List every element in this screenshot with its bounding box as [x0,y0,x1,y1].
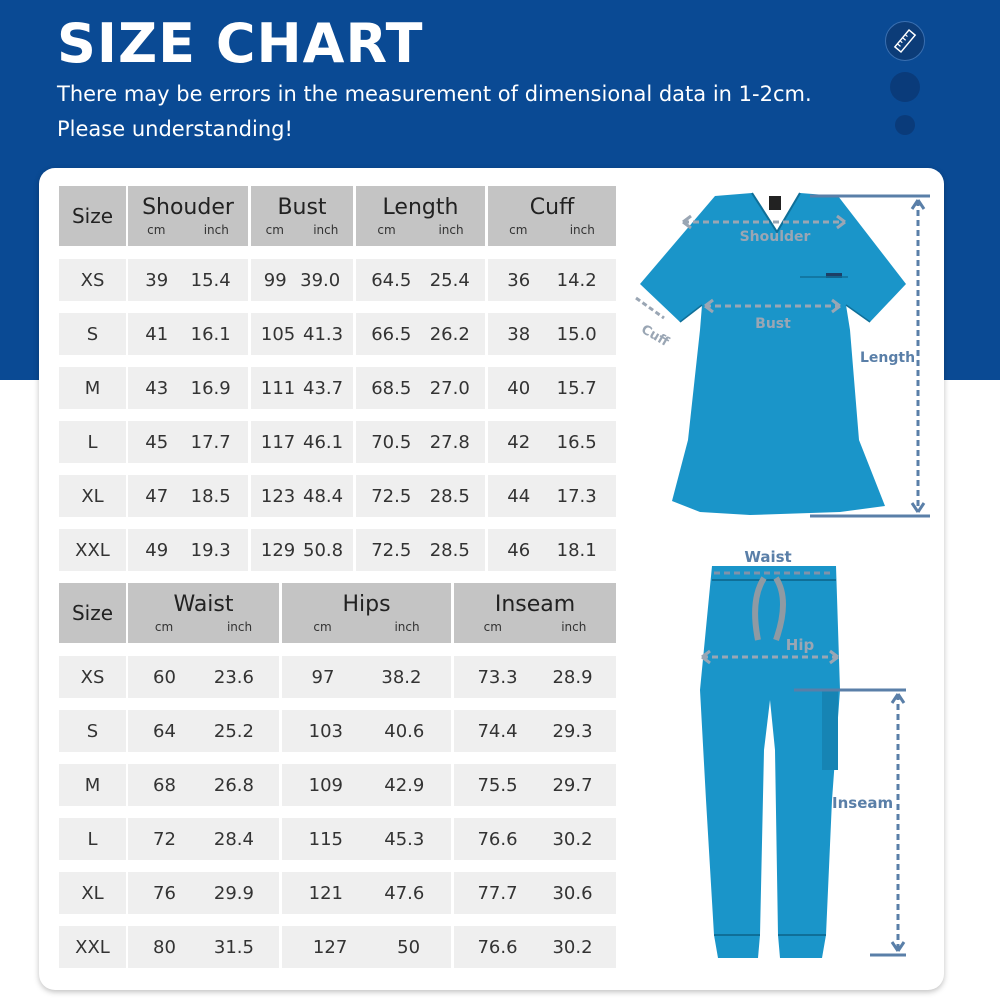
value-cell [488,259,616,301]
column-name: Shouder [142,195,234,220]
inch-value: 29.9 [213,882,254,904]
decorative-dot [895,115,915,135]
inch-value: 43.7 [303,377,344,399]
inch-value: 16.9 [190,377,231,399]
inch-value: 48.4 [303,485,344,507]
column-header [128,583,279,643]
value-cell [282,764,451,806]
size-cell: XL [59,872,126,914]
inch-value: 16.5 [556,431,597,453]
unit-cm: cm [265,223,284,237]
size-cell: XXL [59,926,126,968]
cm-value: 68 [153,774,176,796]
column-name: Bust [277,195,327,220]
unit-inch: inch [394,620,420,634]
inch-value: 29.7 [552,774,593,796]
cm-value: 121 [308,882,343,904]
size-cell: L [59,421,126,463]
column-header [128,186,248,246]
size-cell: M [59,367,126,409]
inch-value: 28.4 [213,828,254,850]
value-cell [128,710,279,752]
value-cell [488,475,616,517]
unit-row [282,620,451,634]
unit-cm: cm [483,620,502,634]
unit-row [488,223,616,237]
value-cell [128,529,248,571]
value-cell [128,259,248,301]
unit-cm: cm [147,223,166,237]
inch-value: 45.3 [384,828,425,850]
cm-value: 103 [308,720,343,742]
value-cell [282,656,451,698]
cm-value: 77.7 [477,882,518,904]
column-name: Hips [342,592,391,617]
cm-value: 40 [507,377,531,399]
inch-value: 27.0 [429,377,470,399]
cm-value: 72.5 [371,485,412,507]
inch-value: 27.8 [429,431,470,453]
value-cell [488,313,616,355]
size-cell: XS [59,656,126,698]
column-name: Length [382,195,459,220]
inch-value: 14.2 [556,269,597,291]
value-cell [128,367,248,409]
scrub-top-diagram [620,185,940,525]
value-cell [356,367,485,409]
cm-value: 70.5 [371,431,412,453]
inch-value: 23.6 [213,666,254,688]
inch-value: 31.5 [213,936,254,958]
page-title: SIZE CHART [57,12,424,75]
unit-row [356,223,485,237]
inch-value: 28.5 [429,539,470,561]
unit-row [128,620,279,634]
cargo-pocket [822,690,838,770]
value-cell [128,926,279,968]
disclaimer-line-1: There may be errors in the measurement of dimensional data in 1-2cm. [57,82,812,106]
size-cell: XS [59,259,126,301]
unit-cm: cm [377,223,396,237]
inch-value: 28.5 [429,485,470,507]
value-cell [454,656,616,698]
value-cell [251,367,353,409]
cm-value: 64 [153,720,176,742]
column-header [454,583,616,643]
value-cell [282,818,451,860]
inch-value: 25.4 [429,269,470,291]
inch-value: 19.3 [190,539,231,561]
column-header [356,186,485,246]
inch-value: 29.3 [552,720,593,742]
unit-inch: inch [569,223,595,237]
bust-label: Bust [755,316,791,332]
column-header [251,186,353,246]
inch-value: 39.0 [300,269,341,291]
value-cell [488,529,616,571]
unit-inch: inch [438,223,464,237]
unit-cm: cm [313,620,332,634]
brand-tag [769,196,781,210]
size-cell: XXL [59,529,126,571]
inch-value: 42.9 [384,774,425,796]
unit-row [128,223,248,237]
cm-value: 109 [308,774,343,796]
cm-value: 123 [260,485,296,507]
unit-row [454,620,616,634]
value-cell [251,529,353,571]
cm-value: 47 [145,485,169,507]
inch-value: 47.6 [384,882,425,904]
cm-value: 117 [260,431,296,453]
inch-value: 41.3 [303,323,344,345]
value-cell [251,421,353,463]
cm-value: 66.5 [371,323,412,345]
unit-inch: inch [203,223,229,237]
cm-value: 115 [308,828,343,850]
value-cell [356,529,485,571]
column-name: Cuff [529,195,575,220]
size-cell: S [59,313,126,355]
inch-value: 15.0 [556,323,597,345]
cm-value: 97 [311,666,335,688]
decorative-dot [890,72,920,102]
inch-value: 15.4 [190,269,231,291]
inch-value: 38.2 [381,666,422,688]
cm-value: 99 [263,269,287,291]
size-header: Size [59,186,126,246]
inch-value: 18.1 [556,539,597,561]
cm-value: 111 [260,377,296,399]
inch-value: 18.5 [190,485,231,507]
value-cell [488,367,616,409]
inch-value: 26.2 [429,323,470,345]
value-cell [128,764,279,806]
cm-value: 72 [153,828,176,850]
unit-inch: inch [561,620,587,634]
cm-value: 76.6 [477,828,518,850]
value-cell [454,764,616,806]
unit-cm: cm [154,620,174,634]
value-cell [356,313,485,355]
cm-value: 45 [145,431,169,453]
inch-value: 30.2 [552,828,593,850]
inch-value: 46.1 [303,431,344,453]
cm-value: 36 [507,269,531,291]
cm-value: 46 [507,539,531,561]
value-cell [356,259,485,301]
cuff-label: Cuff [638,322,672,350]
column-header [282,583,451,643]
column-header [488,186,616,246]
value-cell [128,313,248,355]
cm-value: 72.5 [371,539,412,561]
inch-value: 30.6 [552,882,593,904]
value-cell [454,710,616,752]
unit-inch: inch [313,223,339,237]
size-cell: M [59,764,126,806]
size-header: Size [59,583,126,643]
value-cell [356,421,485,463]
value-cell [282,926,451,968]
cm-value: 74.4 [477,720,518,742]
column-name: Waist [173,592,234,617]
value-cell [454,818,616,860]
size-cell: L [59,818,126,860]
cm-value: 60 [153,666,176,688]
cm-value: 39 [145,269,169,291]
value-cell [251,475,353,517]
cm-value: 80 [153,936,176,958]
size-cell: XL [59,475,126,517]
cm-value: 38 [507,323,531,345]
inch-value: 40.6 [384,720,425,742]
value-cell [282,872,451,914]
value-cell [282,710,451,752]
cm-value: 75.5 [477,774,518,796]
cm-value: 42 [507,431,531,453]
value-cell [128,818,279,860]
inch-value: 50 [397,936,421,958]
inch-value: 15.7 [556,377,597,399]
value-cell [128,656,279,698]
inch-value: 26.8 [213,774,254,796]
inch-value: 17.7 [190,431,231,453]
value-cell [128,872,279,914]
scrub-pants-shape [700,566,840,958]
unit-cm: cm [509,223,528,237]
cm-value: 43 [145,377,169,399]
value-cell [356,475,485,517]
disclaimer-line-2: Please understanding! [57,117,293,141]
cm-value: 68.5 [371,377,412,399]
inch-value: 30.2 [552,936,593,958]
unit-row [251,223,353,237]
value-cell [128,421,248,463]
ruler-icon [885,21,925,61]
inch-value: 17.3 [556,485,597,507]
inch-value: 28.9 [552,666,593,688]
cm-value: 41 [145,323,169,345]
cm-value: 127 [312,936,348,958]
column-name: Inseam [494,592,576,617]
cm-value: 44 [507,485,531,507]
value-cell [488,421,616,463]
value-cell [454,872,616,914]
value-cell [251,313,353,355]
inch-value: 50.8 [303,539,344,561]
cm-value: 73.3 [477,666,518,688]
shoulder-label: Shoulder [739,229,811,245]
value-cell [251,259,353,301]
cm-value: 129 [260,539,296,561]
value-cell [128,475,248,517]
scrub-pants-diagram [690,545,920,970]
value-cell [454,926,616,968]
cm-value: 49 [145,539,169,561]
size-cell: S [59,710,126,752]
inseam-label: Inseam [832,794,894,812]
cm-value: 76 [153,882,176,904]
cm-value: 64.5 [371,269,412,291]
waist-label: Waist [744,548,792,566]
length-label: Length [860,350,916,366]
inch-value: 25.2 [213,720,254,742]
cm-value: 76.6 [477,936,518,958]
unit-inch: inch [226,620,253,634]
cm-value: 105 [260,323,296,345]
hip-label: Hip [785,636,815,654]
inch-value: 16.1 [190,323,231,345]
